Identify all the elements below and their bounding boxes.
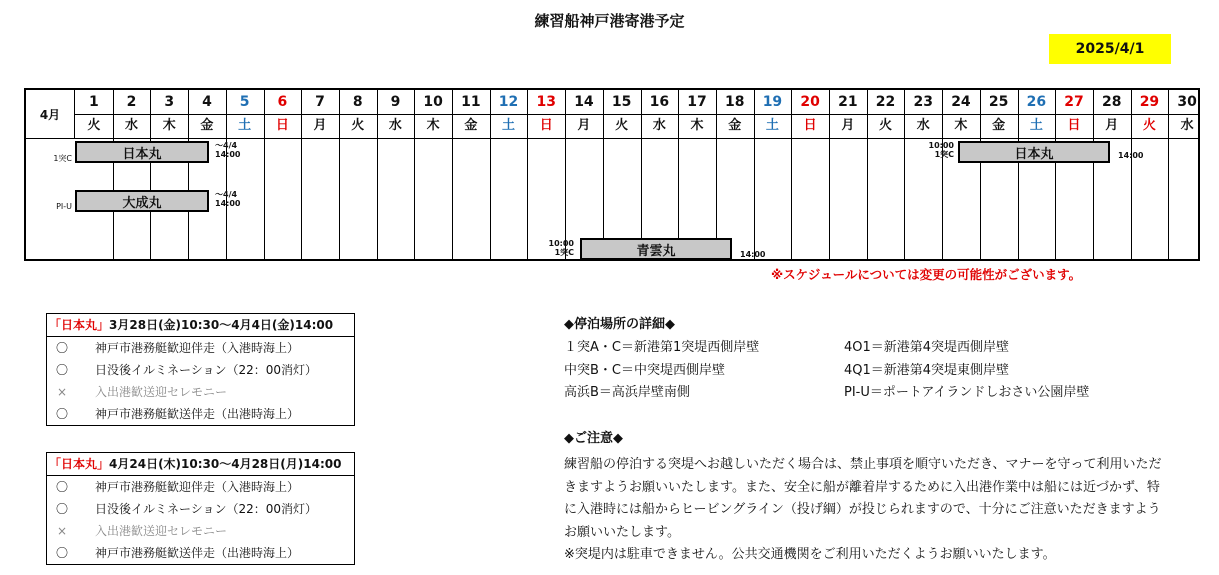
- day-weekday: 日: [803, 118, 817, 133]
- circle-mark-icon: 〇: [55, 502, 68, 516]
- day-weekday: 土: [502, 118, 516, 133]
- time-note-3a: 10:00: [928, 141, 954, 150]
- circle-mark-icon: 〇: [55, 363, 68, 377]
- day-number: 26: [1026, 94, 1047, 110]
- day-number: 1: [88, 94, 99, 110]
- day-number: 3: [164, 94, 175, 110]
- time-note-3: [924, 141, 954, 159]
- day-weekday: 金: [992, 118, 1006, 133]
- caution-line-2: きますようお願いいたします。また、安全に船が離着岸するために入出港作業中は船には近づかず、特: [564, 479, 1160, 495]
- day-weekday: 日: [275, 118, 289, 133]
- day-number: 22: [875, 94, 896, 110]
- day-number: 23: [913, 94, 933, 110]
- info-box-1-item-text: 神戸市港務艇歓迎伴走（入港時海上）: [95, 341, 300, 355]
- day-weekday: 水: [388, 118, 402, 133]
- day-weekday: 水: [916, 118, 930, 133]
- day-number: 12: [498, 94, 519, 110]
- time-note-5: [544, 239, 574, 257]
- berth-right-1: 4O1＝新港第4突堤西側岸壁: [844, 340, 1010, 355]
- info-box-2-item-text: 神戸市港務艇歓送伴走（出港時海上）: [95, 546, 300, 560]
- day-number: 13: [536, 94, 556, 110]
- info-box-2-item: [47, 520, 354, 542]
- info-box-1-item: [47, 337, 354, 359]
- day-weekday: 水: [652, 118, 666, 133]
- berth-right-3: PI-U＝ポートアイランドしおさい公園岸壁: [844, 385, 1090, 400]
- day-weekday: 水: [1180, 118, 1194, 133]
- info-box-1-item: [47, 403, 354, 425]
- day-number: 20: [800, 94, 820, 110]
- day-weekday: 土: [1029, 118, 1043, 133]
- day-number: 19: [762, 94, 783, 110]
- berth-right-2: 4Q1＝新港第4突堤東側岸壁: [844, 362, 1010, 378]
- info-box-2-item: [47, 476, 354, 498]
- circle-mark-icon: 〇: [55, 407, 68, 421]
- day-number: 27: [1064, 94, 1084, 110]
- day-number: 14: [574, 94, 594, 110]
- caution-line-4: お願いいたします。: [564, 524, 680, 540]
- day-weekday: 木: [426, 118, 440, 133]
- day-number: 16: [649, 94, 670, 110]
- caution-title: ◆ご注意◆: [564, 431, 623, 446]
- cross-mark-icon: ×: [56, 524, 68, 538]
- info-box-2-header: [47, 453, 354, 476]
- time-note-2: [215, 190, 240, 208]
- caution-text: [564, 454, 1204, 567]
- berth-left-3: 高浜B＝高浜岸壁南側: [564, 385, 690, 400]
- info-box-1-item-text: 日没後イルミネーション（22：00消灯）: [95, 363, 318, 377]
- grid-hline-header: [26, 138, 1198, 139]
- day-weekday: 月: [841, 118, 855, 133]
- day-number: 24: [951, 94, 971, 110]
- berth-left-list: [564, 337, 759, 405]
- bar-seiunmaru: 青雲丸: [580, 238, 732, 260]
- time-note-5b: 1突C: [554, 248, 574, 257]
- bar-nihonmaru-2: 日本丸: [958, 141, 1110, 163]
- day-weekday: 木: [162, 118, 176, 133]
- info-box-1-item: [47, 381, 354, 403]
- info-box-2-period: 4月24日(木)10:30～4月28日(月)14:00: [109, 457, 342, 471]
- info-box-2-item-text: 日没後イルミネーション（22：00消灯）: [95, 502, 318, 516]
- day-weekday: 金: [200, 118, 214, 133]
- time-note-4: 14:00: [1118, 151, 1144, 160]
- day-weekday: 火: [87, 118, 101, 133]
- day-number: 29: [1139, 94, 1160, 110]
- info-box-2-item: [47, 542, 354, 564]
- info-box-1-item-text: 入出港歓送迎セレモニー: [95, 385, 228, 399]
- day-weekday: 日: [539, 118, 553, 133]
- caution-line-5: ※突堤内は駐車できません。公共交通機関をご利用いただくようお願いいたします。: [564, 547, 1056, 562]
- day-number: 30: [1177, 94, 1197, 110]
- day-weekday: 日: [1067, 118, 1081, 133]
- day-number: 8: [352, 94, 363, 110]
- day-number: 18: [724, 94, 745, 110]
- day-weekday: 月: [577, 118, 591, 133]
- info-box-1-item: [47, 359, 354, 381]
- day-number: 21: [838, 94, 858, 110]
- info-box-2: [46, 452, 355, 565]
- day-weekday: 木: [690, 118, 704, 133]
- info-box-2-item-text: 神戸市港務艇歓迎伴走（入港時海上）: [95, 480, 300, 494]
- day-number: 17: [687, 94, 707, 110]
- day-weekday: 月: [313, 118, 327, 133]
- day-weekday: 火: [351, 118, 365, 133]
- berth-left-1: １突A・C＝新港第1突堤西側岸壁: [564, 340, 760, 355]
- day-number: 7: [315, 94, 325, 110]
- day-weekday: 金: [464, 118, 478, 133]
- month-label: 4月: [26, 90, 75, 138]
- time-note-2a: ～4/4: [215, 190, 238, 199]
- row-label-1: 1突C: [53, 154, 72, 163]
- schedule-warning: ※スケジュールについては変更の可能性がございます。: [771, 267, 1082, 282]
- day-weekday: 土: [765, 118, 779, 133]
- day-number: 25: [988, 94, 1009, 110]
- circle-mark-icon: 〇: [55, 546, 68, 560]
- day-weekday: 土: [238, 118, 252, 133]
- day-number: 2: [126, 94, 137, 110]
- info-box-2-item: [47, 498, 354, 520]
- info-box-1-ship: 「日本丸」: [49, 318, 110, 332]
- info-box-1-header: [47, 314, 354, 337]
- time-note-2b: 14:00: [215, 199, 241, 208]
- day-number: 10: [423, 94, 443, 110]
- day-weekday: 月: [1105, 118, 1119, 133]
- info-box-2-ship: 「日本丸」: [49, 457, 110, 471]
- bar-nihonmaru-1: 日本丸: [75, 141, 209, 163]
- date-badge: 2025/4/1: [1049, 34, 1171, 64]
- info-box-1-period: 3月28日(金)10:30～4月4日(金)14:00: [109, 318, 334, 332]
- info-box-2-item-text: 入出港歓送迎セレモニー: [95, 524, 228, 538]
- time-note-5a: 10:00: [548, 239, 574, 248]
- page-title: 練習船神戸港寄港予定: [534, 12, 685, 30]
- day-weekday: 火: [879, 118, 893, 133]
- day-number: 11: [461, 94, 481, 110]
- caution-line-3: に入港時には船からヒービングライン（投げ綱）が投じられますので、十分にご注意いただきますよう: [564, 502, 1161, 517]
- day-weekday: 火: [615, 118, 629, 133]
- day-number: 6: [277, 94, 288, 110]
- day-weekday: 木: [954, 118, 968, 133]
- bar-taiseimaru: 大成丸: [75, 190, 209, 212]
- day-weekday: 火: [1142, 118, 1156, 133]
- berth-right-list: [844, 337, 1089, 405]
- schedule-grid: [24, 88, 1200, 261]
- berth-title: ◆停泊場所の詳細◆: [564, 317, 675, 332]
- day-number: 15: [611, 94, 632, 110]
- circle-mark-icon: 〇: [55, 341, 68, 355]
- cross-mark-icon: ×: [56, 385, 68, 399]
- caution-line-1: 練習船の停泊する突堤へお越しいただく場合は、禁止事項を順守いただき、マナーを守って利用いただ: [564, 457, 1162, 472]
- time-note-1: [215, 141, 240, 159]
- day-number: 28: [1101, 94, 1122, 110]
- day-number: 9: [390, 94, 401, 110]
- row-label-2: PI-U: [56, 202, 72, 211]
- day-weekday: 水: [125, 118, 139, 133]
- day-number: 5: [239, 94, 250, 110]
- time-note-6: 14:00: [740, 250, 766, 259]
- time-note-1a: ～4/4: [215, 141, 238, 150]
- info-box-1-item-text: 神戸市港務艇歓送伴走（出港時海上）: [95, 407, 300, 421]
- time-note-1b: 14:00: [215, 150, 241, 159]
- day-weekday: 金: [728, 118, 742, 133]
- berth-left-2: 中突B・C＝中突堤西側岸壁: [564, 362, 725, 378]
- circle-mark-icon: 〇: [55, 480, 68, 494]
- time-note-3b: 1突C: [934, 150, 954, 159]
- day-number: 4: [202, 94, 212, 110]
- info-box-1: [46, 313, 355, 426]
